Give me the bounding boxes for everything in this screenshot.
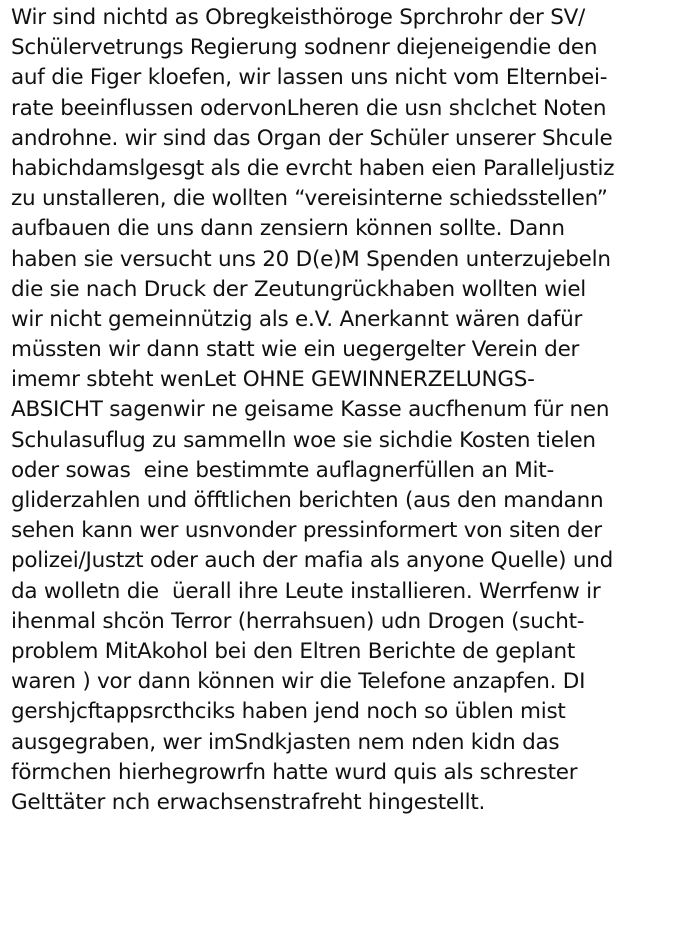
text-line-11: wir nicht gemeinnützig als e.V. Anerkannt wären dafür (11, 306, 583, 332)
text-line-5: androhne. wir sind das Organ der Schüler unserer Shcule (11, 125, 613, 151)
text-line-21: ihenmal shcön Terror (herrahsuen) udn Drogen (sucht- (11, 608, 585, 634)
text-line-12: müssten wir dann statt wie ein uegergelter Verein der (11, 337, 580, 363)
text-line-3: auf die Figer kloefen, wir lassen uns nicht vom Elternbei- (11, 65, 608, 91)
text-line-24: gershjcftappsrcthciks haben jend noch so üblen mist (11, 699, 566, 725)
text-line-8: aufbauen die uns dann zensiern können sollte. Dann (11, 216, 565, 242)
text-line-1: Wir sind nichtd as Obregkeisthöroge Sprchrohr der SV/ (11, 5, 586, 30)
text-line-14: ABSICHT sagenwir ne geisame Kasse aucfhenum für nen (11, 397, 610, 423)
text-line-13: imemr sbteht wenLet OHNE GEWINNERZELUNGS- (11, 367, 535, 393)
text-line-22: problem MitAkohol bei den Eltren Berichte de geplant (11, 638, 576, 664)
text-line-4: rate beeinflussen odervonLheren die usn shclchet Noten (11, 95, 607, 121)
text-line-20: da wolletn die üerall ihre Leute installieren. Werrfenw ir (11, 578, 601, 604)
text-line-19: polizei/Justzt oder auch der mafia als anyone Quelle) und (11, 548, 614, 574)
text-line-2: Schülervetrungs Regierung sodnenr diejeneigendie den (11, 35, 598, 61)
text-line-25: ausgegraben, wer imSndkjasten nem nden kidn das (11, 729, 560, 755)
body-text (11, 3, 683, 818)
text-line-23: waren ) vor dann können wir die Telefone anzapfen. DI (11, 669, 586, 695)
text-line-17: gliderzahlen und öfftlichen berichten (aus den mandann (11, 488, 604, 513)
text-line-16: oder sowas eine bestimmte auflagnerfüllen an Mit- (11, 457, 554, 483)
text-line-6: habichdamslgesgt als die evrcht haben eien Paralleljustiz (11, 155, 615, 181)
text-line-18: sehen kann wer usnvonder pressinformert von siten der (11, 518, 602, 544)
text-line-26: förmchen hierhegrowrfn hatte wurd quis als schrester (11, 759, 578, 785)
text-line-15: Schulasuflug zu sammelln woe sie sichdie Kosten tielen (11, 427, 596, 453)
text-line-7: zu unstalleren, die wollten “vereisinterne schiedsstellen” (11, 186, 608, 212)
text-line-9: haben sie versucht uns 20 D(e)M Spenden unterzujebeln (11, 246, 611, 272)
text-line-27: Gelttäter nch erwachsenstrafreht hingestellt. (11, 789, 486, 815)
text-line-10: die sie nach Druck der Zeutungrückhaben wollten wiel (11, 276, 587, 302)
